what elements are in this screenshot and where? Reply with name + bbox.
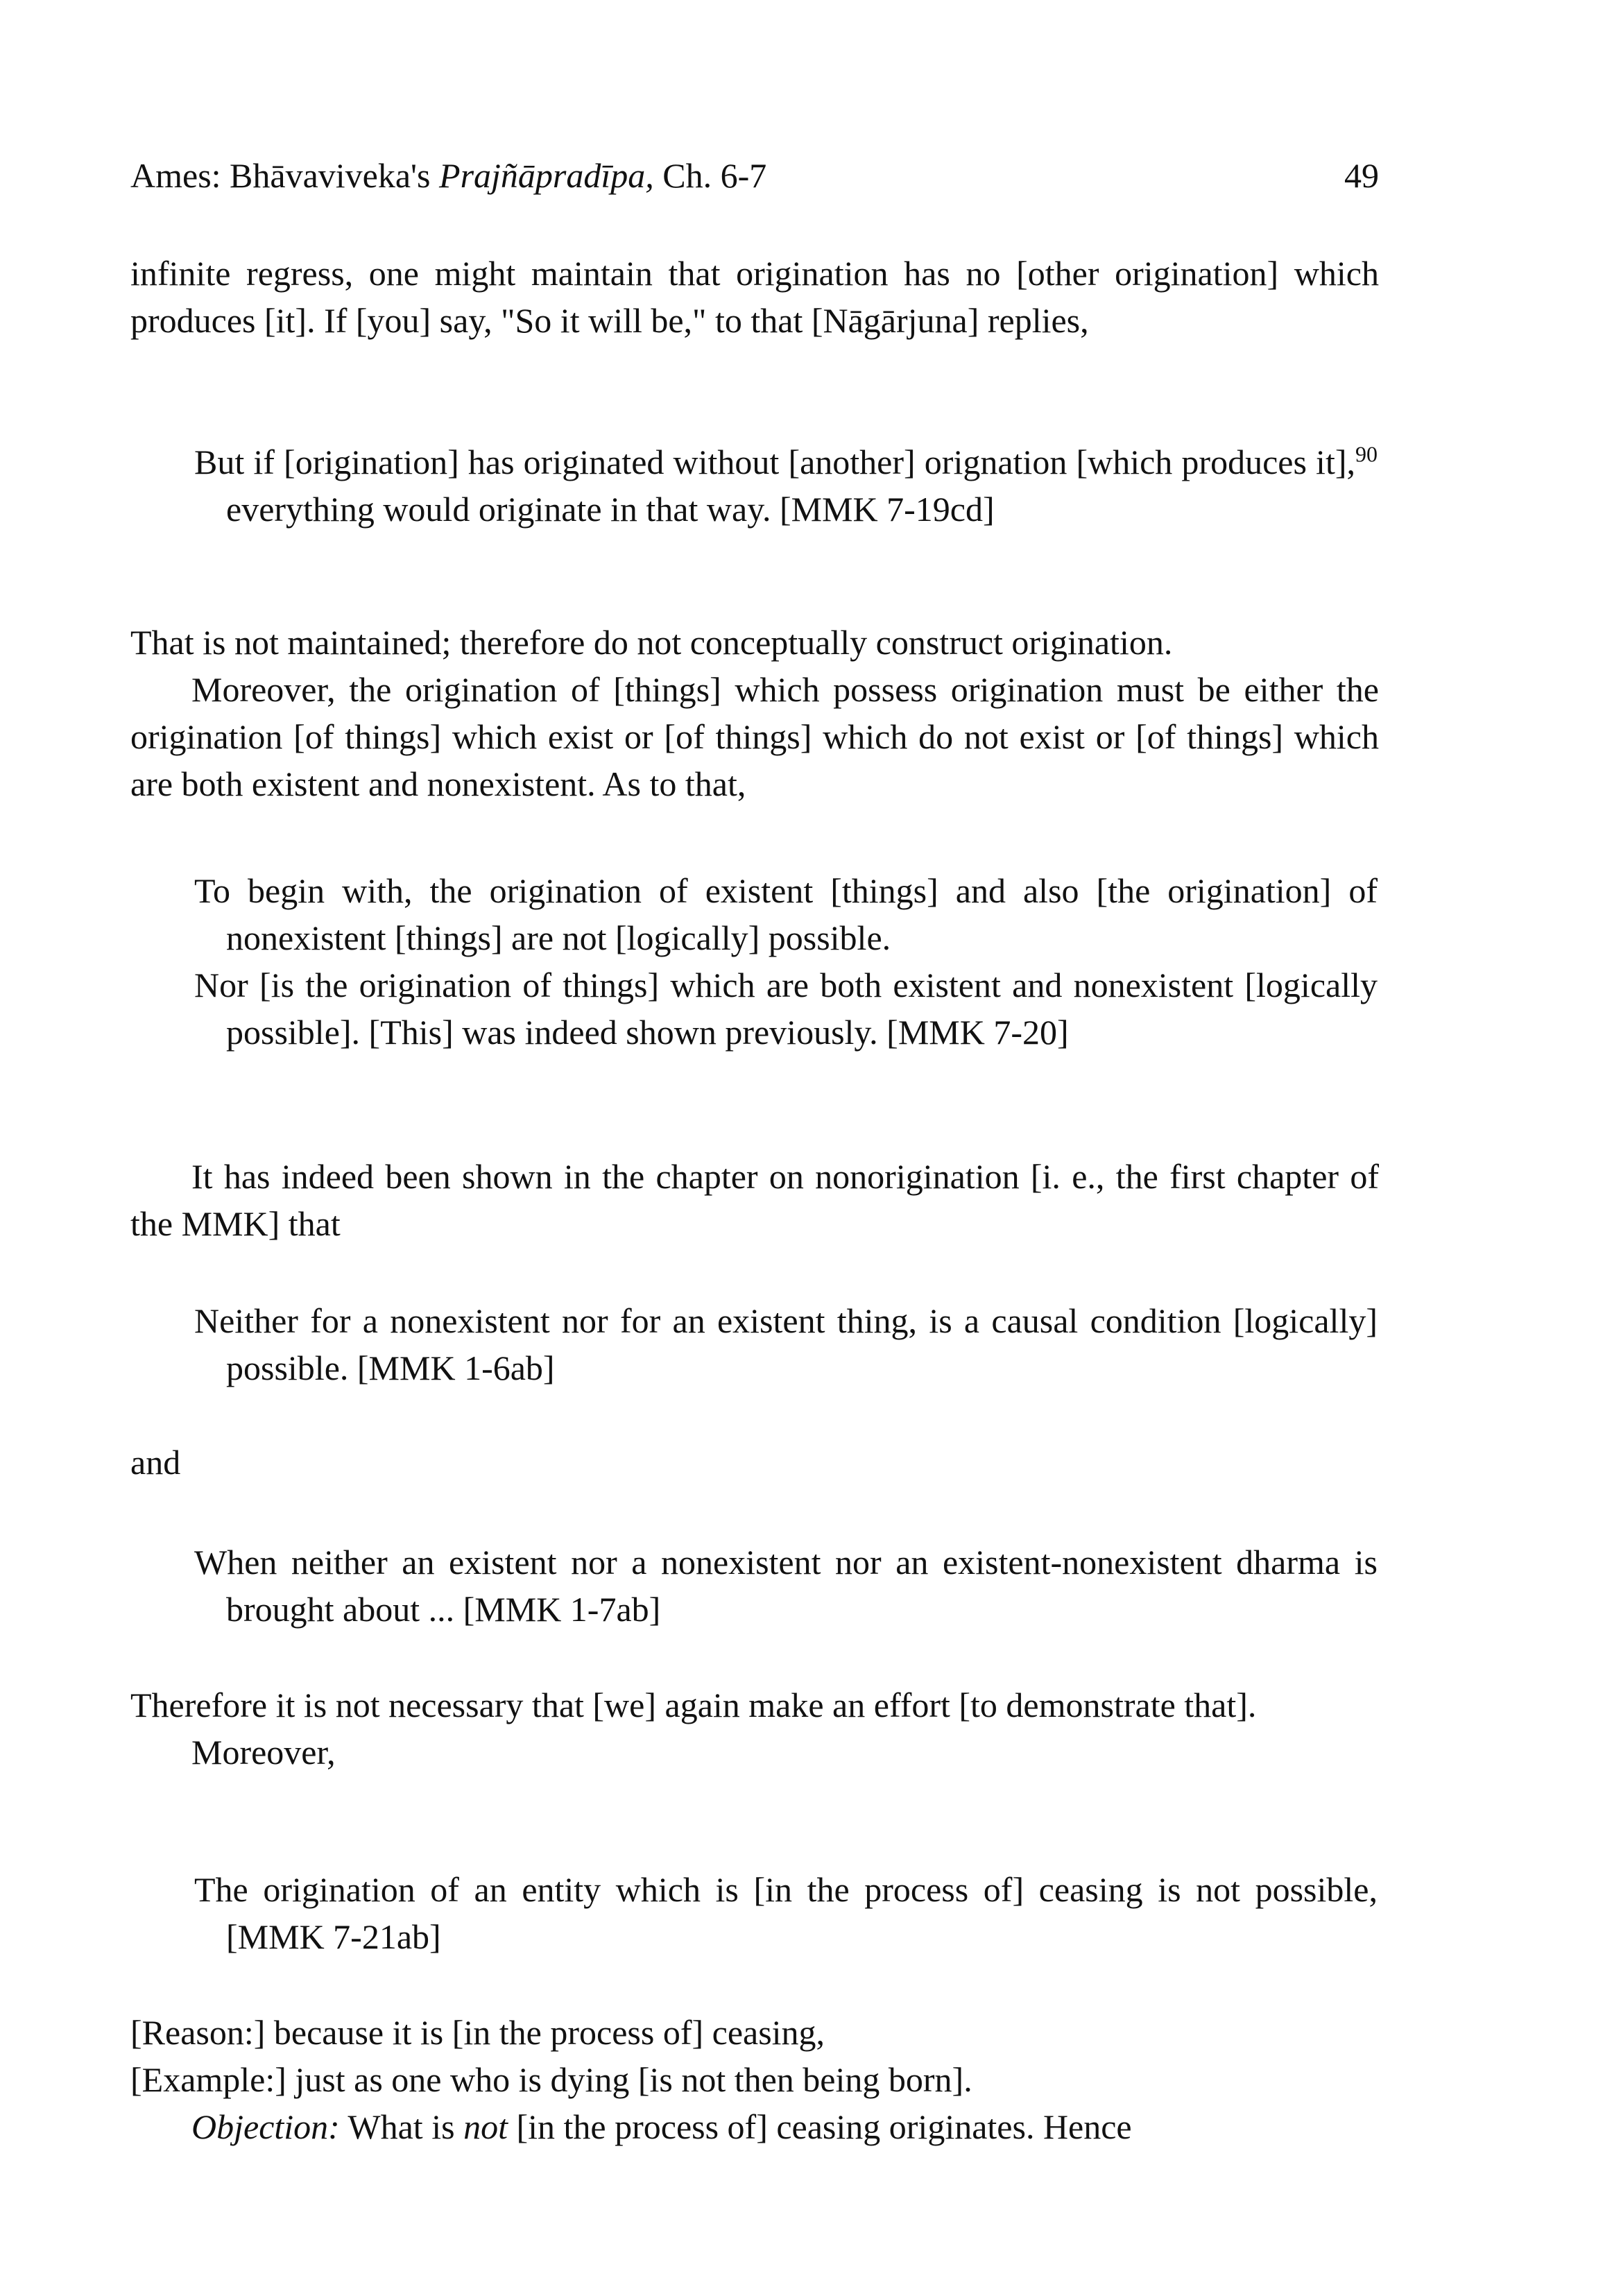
verse-quote: The origination of an entity which is [in the process of] ceasing is not possible, [MMK 7-21ab] xyxy=(194,1870,1378,1956)
paragraph: [Reason:] because it is [in the process of] ceasing, [Example:] just as one who is dying [is not then being born]. Objection: What is not [in the process of] ceasing originates. Hence xyxy=(130,2013,1132,2146)
verse-quote: But if [origination] has originated without [another] orignation [which produces it],$^{90}$ everything would originate in that way. [MMK 7-19cd] xyxy=(194,441,1378,529)
footnote-ref: 90 xyxy=(1355,441,1378,467)
verse-quote: When neither an existent nor a nonexistent nor an existent-nonexistent dharma is brought about ... [MMK 1-7ab] xyxy=(194,1543,1378,1629)
paragraph: and xyxy=(130,1443,181,1482)
work-title-italic: Prajñāpradīpa, xyxy=(439,156,654,195)
paragraph: Therefore it is not necessary that [we] again make an effort [to demonstrate that]. Moreover, xyxy=(130,1686,1257,1772)
running-header xyxy=(130,151,1379,200)
header-title: Ames: Bhāvaviveka's Prajñāpradīpa, Ch. 6-7 xyxy=(130,156,767,195)
page-number: 49 xyxy=(1344,156,1379,195)
paragraph: infinite regress, one might maintain that origination has no [other origination] which produces [it]. If [you] say, "So it will be," to that [Nāgārjuna] replies, xyxy=(130,254,1379,340)
paragraph: It has indeed been shown in the chapter on nonorigination [i. e., the first chapter of the MMK] that xyxy=(130,1157,1379,1243)
objection-label: Objection: xyxy=(191,2107,340,2146)
paragraph: That is not maintained; therefore do not conceptually construct origination. Moreover, the origination of [things] which possess origination must be either the origination [of things] which exist or [of things] which do not exist or [of things] which are both existent and nonexistent. As to that, xyxy=(130,623,1379,803)
verse-quote: To begin with, the origination of existent [things] and also [the origination] of nonexistent [things] are not [logically] possible. Nor [is the origination of things] which are both existent and nonexistent [logically possible]. [This] was indeed shown previously. [MMK 7-20] xyxy=(194,871,1378,1052)
verse-quote: Neither for a nonexistent nor for an existent thing, is a causal condition [logically] possible. [MMK 1-6ab] xyxy=(194,1301,1378,1387)
